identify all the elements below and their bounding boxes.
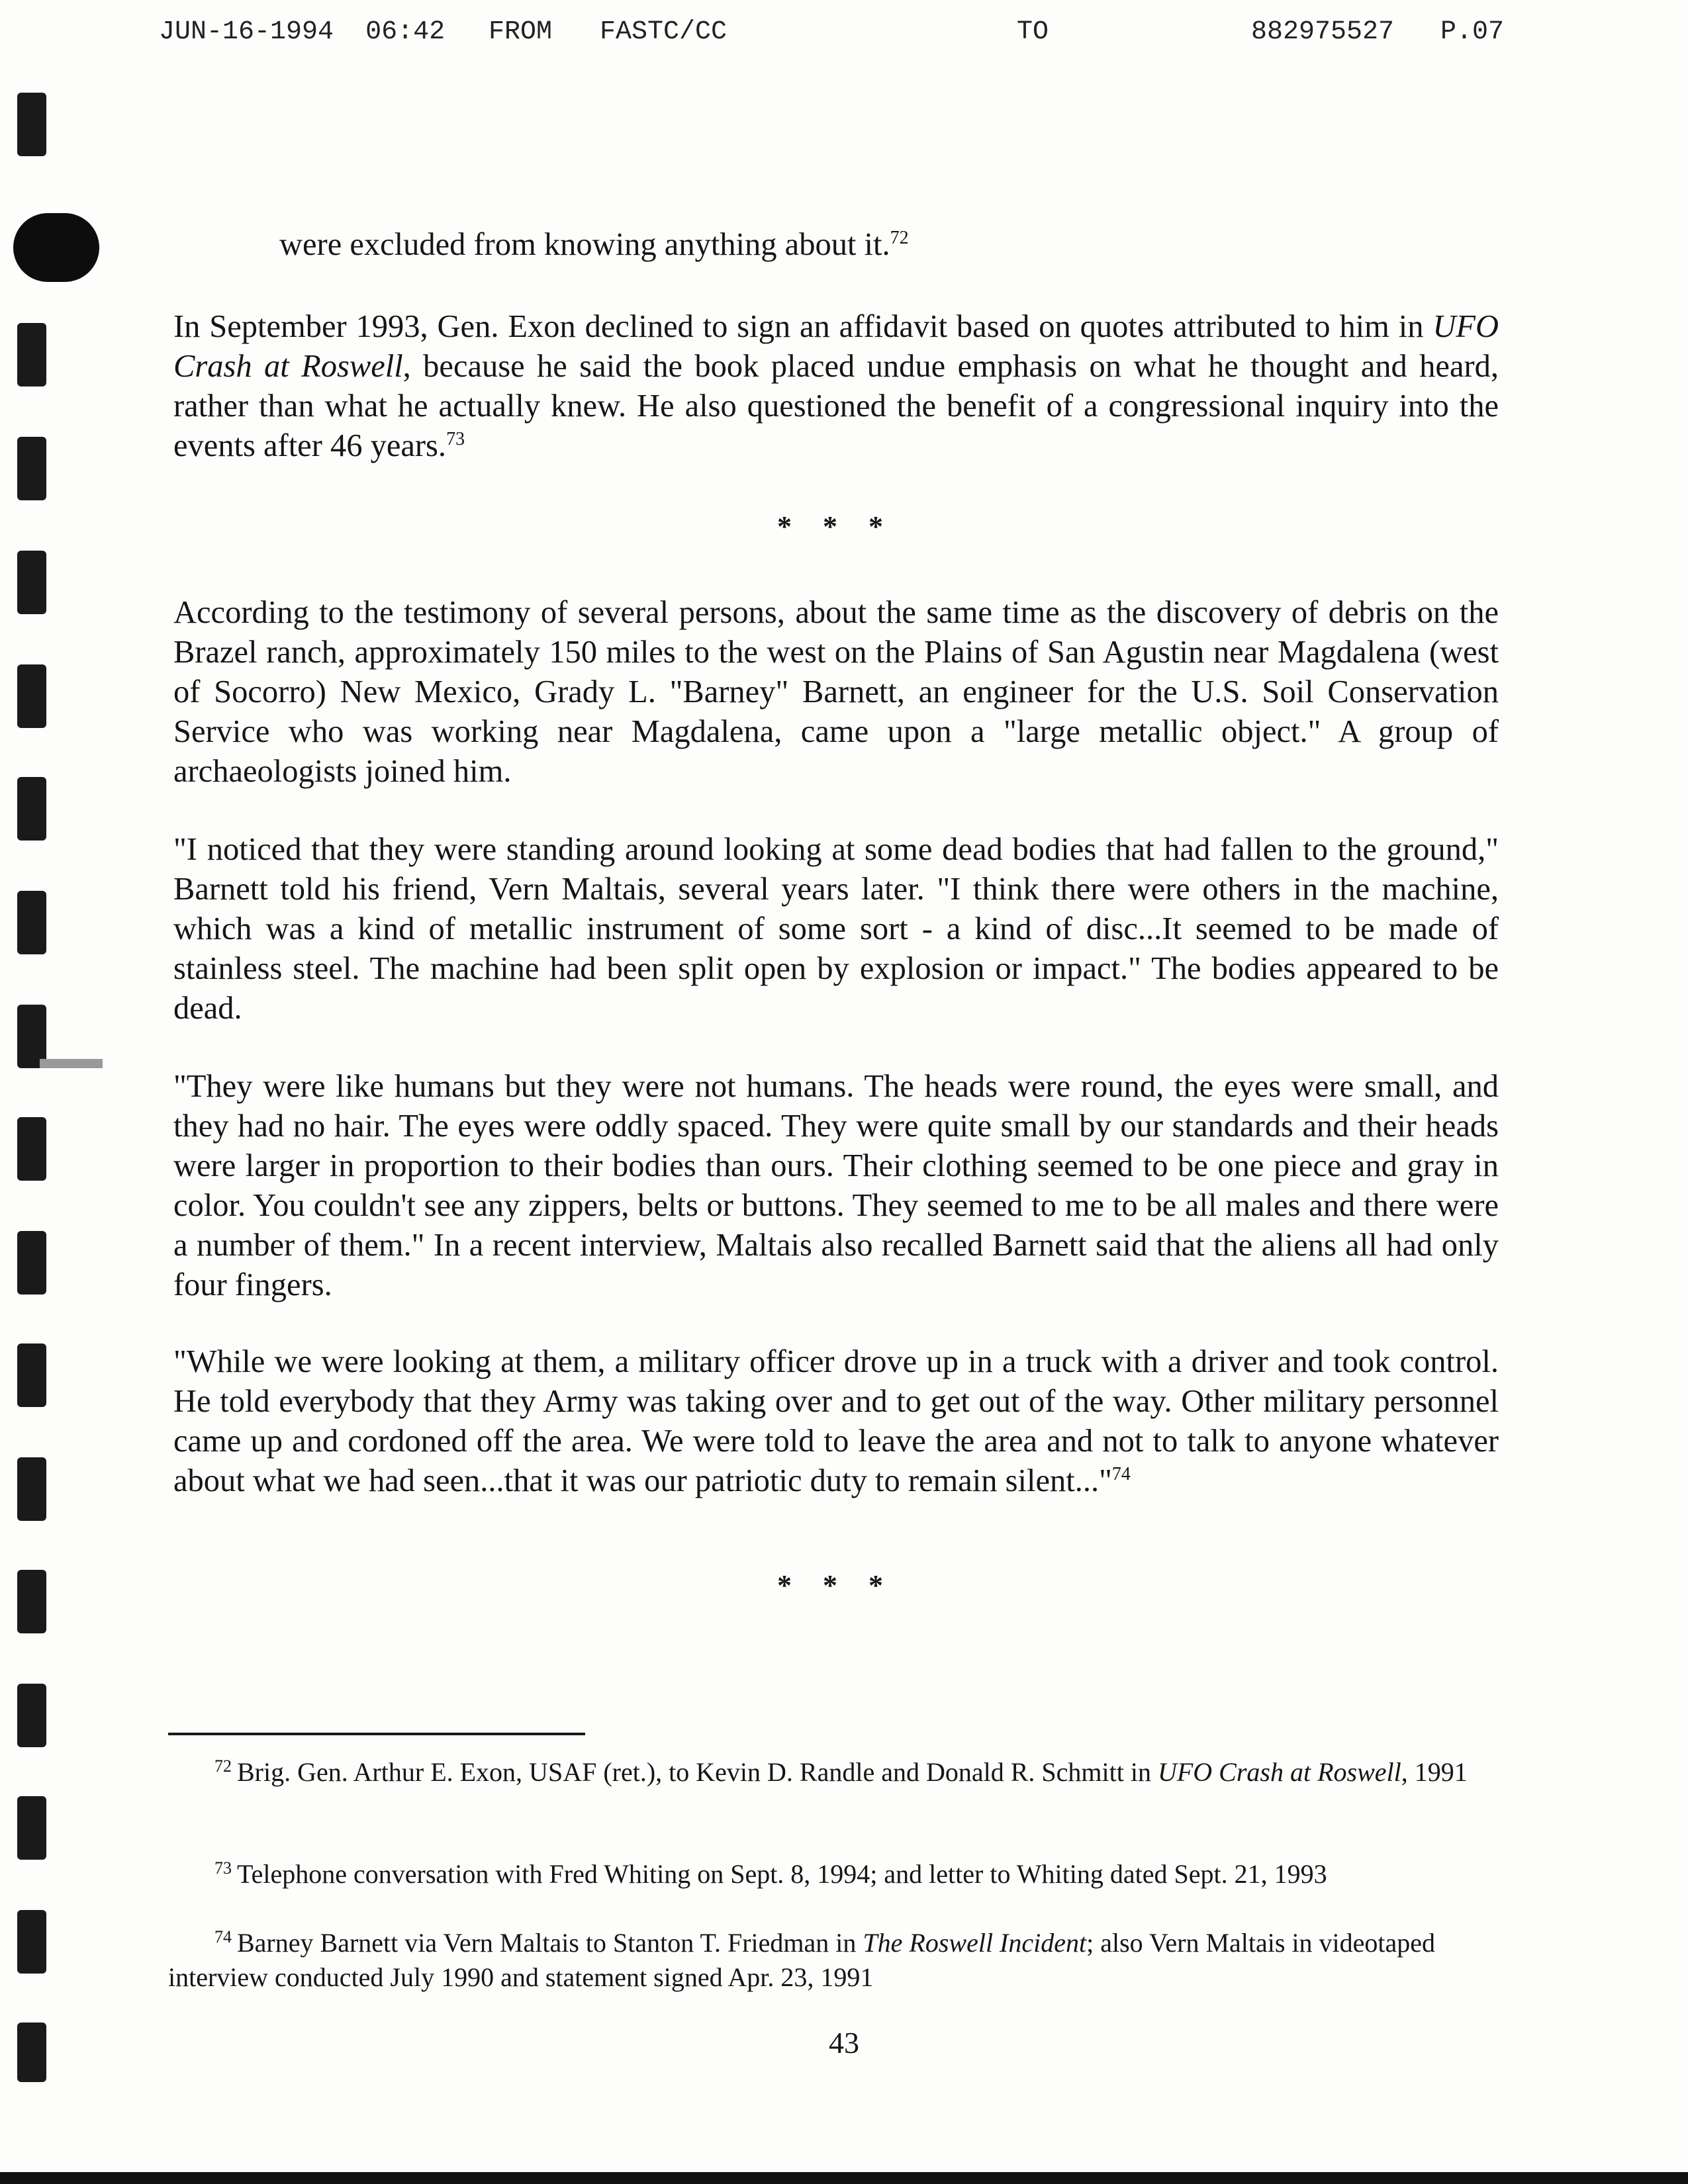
punch-hole-dot: [13, 213, 99, 282]
fax-date-time: JUN-16-1994 06:42: [159, 17, 445, 47]
footnote-73: $^{73}$ Telephone conversation with Fred Whiting on Sept. 8, 1994; and letter to Whiting dated Sept. 21, 1993: [214, 1858, 1327, 1889]
binder-hole: [17, 777, 46, 841]
binder-hole: [17, 664, 46, 728]
paragraph-exon: In September 1993, Gen. Exon declined to sign an affidavit based on quotes attributed to him in UFO Crash at Roswell, because he said the book placed undue emphasis on what he thought and heard, rather than what he actually knew. He also questioned the benefit of a congressional inquiry into the events after 46 years.$^{73}$: [173, 309, 1499, 463]
fax-page: P.07: [1440, 17, 1505, 47]
paragraph-military-officer: "While we were looking at them, a military officer drove up in a truck with a driver and took control. He told everybody that they Army was taking over and to get out of the way. Other military personnel came up and cordoned off the area. We were told to leave the area and not to talk to anyone whatever about what we had seen...that it was our patriotic duty to remain silent..."$^{74}$: [173, 1344, 1499, 1498]
binder-hole: [17, 323, 46, 387]
scan-bottom-edge: [0, 2172, 1688, 2184]
binder-hole: [17, 551, 46, 614]
binder-hole: [17, 1343, 46, 1407]
paragraph-dead-bodies: "I noticed that they were standing around looking at some dead bodies that had fallen to the ground," Barnett told his friend, Vern Maltais, several years later. "I think there were others in the machine, which was a kind of metallic instrument of some sort - a kind of disc...It seemed to be made of stainless steel. The machine had been split open by explosion or impact." The bodies appeared to be dead.: [173, 832, 1499, 1026]
footnote-ref-72: 72: [890, 227, 909, 248]
binder-hole: [17, 891, 46, 954]
binder-hole: [17, 1457, 46, 1521]
fax-from: FROM FASTC/CC: [489, 17, 727, 47]
binder-hole-strip: [0, 0, 73, 2184]
book-title: UFO Crash at Roswell: [173, 309, 1499, 384]
binder-hole: [17, 437, 46, 500]
paragraph-alien-description: "They were like humans but they were not humans. The heads were round, the eyes were small, and they had no hair. The eyes were oddly spaced. They were quite small by our standards and their heads were larger in proportion to their bodies than ours. Their clothing seemed to be one piece and gray in color. You couldn't see any zippers, belts or buttons. They seemed to me to be all males and there were a number of them." In a recent interview, Maltais also recalled Barnett said that the aliens all had only four fingers.: [173, 1069, 1499, 1302]
footnote-ref-74: 74: [1111, 1463, 1131, 1484]
page-number: 43: [829, 2026, 859, 2060]
binder-hole: [17, 1231, 46, 1295]
fax-header: [0, 17, 1688, 57]
binder-hole: [17, 1796, 46, 1860]
footnote-ref-73: 73: [446, 428, 465, 449]
scan-edge-mark: [40, 1059, 103, 1068]
binder-hole: [17, 93, 46, 156]
paragraph-barnett-testimony: According to the testimony of several persons, about the same time as the discovery of debris on the Brazel ranch, approximately 150 miles to the west on the Plains of San Agustin near Magdalena (west of Socorro) New Mexico, Grady L. "Barney" Barnett, an engineer for the U.S. Soil Conservation Service who was working near Magdalena, came upon a "large metallic object." A group of archaeologists joined him.: [173, 595, 1499, 789]
footnote-divider: [168, 1733, 585, 1735]
paragraph-quote-end: were excluded from knowing anything about it.$^{72}$: [279, 227, 909, 262]
binder-hole: [17, 1684, 46, 1747]
fax-number: 882975527: [1251, 17, 1395, 47]
footnote-74: $^{74}$ Barney Barnett via Vern Maltais to Stanton T. Friedman in The Roswell Incident; also Vern Maltais in videotaped interview conducted July 1990 and statement signed Apr. 23, 1991: [168, 1927, 1436, 1992]
binder-hole: [17, 1570, 46, 1633]
fax-to-label: TO: [1017, 17, 1049, 47]
binder-hole: [17, 1910, 46, 1974]
section-separator: * * *: [777, 1569, 895, 1602]
binder-hole: [17, 1117, 46, 1181]
footnote-72: $^{72}$ Brig. Gen. Arthur E. Exon, USAF (ret.), to Kevin D. Randle and Donald R. Schmitt in UFO Crash at Roswell, 1991: [214, 1756, 1468, 1787]
section-separator: * * *: [777, 510, 895, 543]
